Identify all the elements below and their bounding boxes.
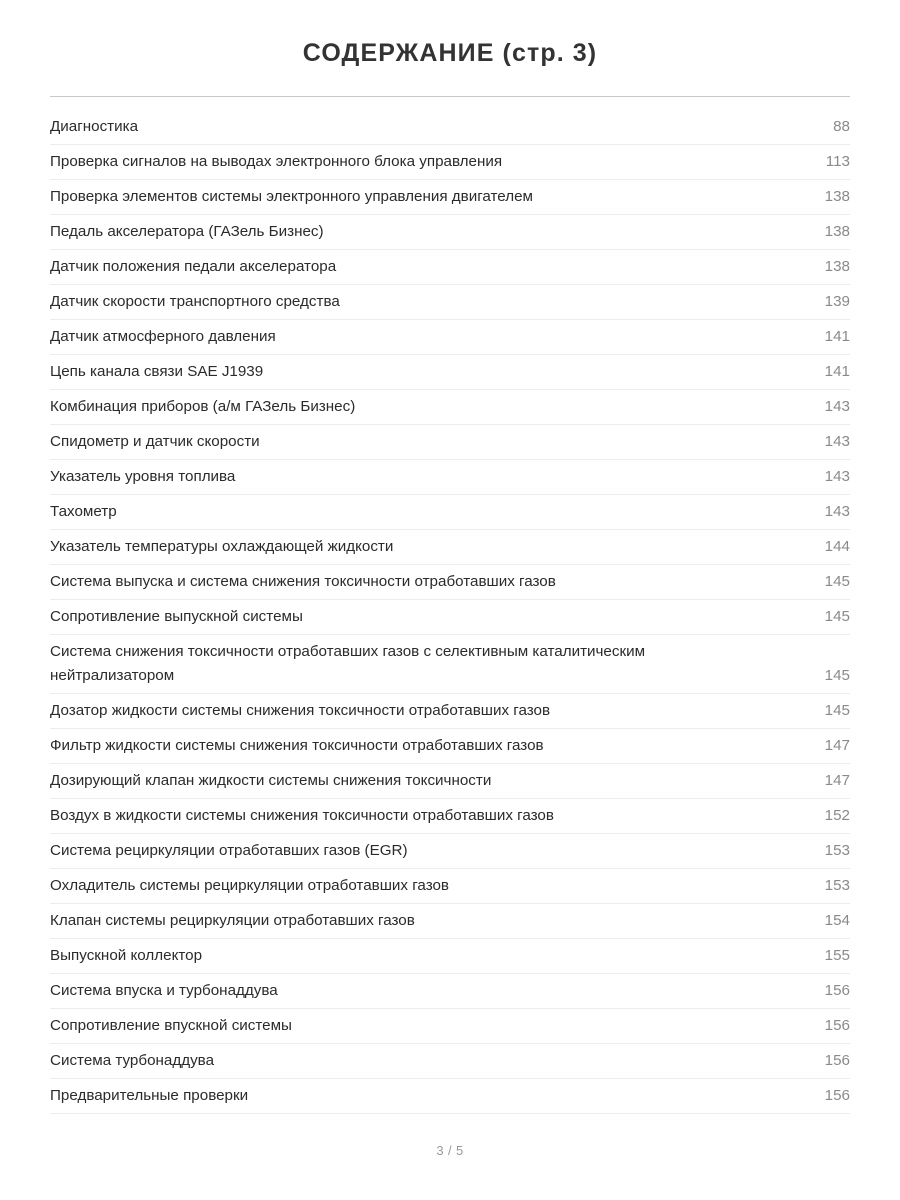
toc-entry[interactable]: [50, 1079, 850, 1114]
toc-entry[interactable]: [50, 495, 850, 530]
toc-entry[interactable]: [50, 635, 850, 694]
toc-entry[interactable]: [50, 250, 850, 285]
toc-entry-title: Комбинация приборов (а/м ГАЗель Бизнес): [50, 398, 356, 416]
toc-entry[interactable]: [50, 390, 850, 425]
toc-entry[interactable]: [50, 110, 850, 145]
toc-entry-title: Выпускной коллектор: [50, 947, 203, 965]
toc-entry-page-number: 141: [824, 363, 850, 381]
toc-entry-page-number: 143: [824, 433, 850, 451]
toc-entry-title: Указатель температуры охлаждающей жидкости: [50, 538, 394, 556]
toc-entry-page-number: 141: [824, 328, 850, 346]
toc-entry-page-number: 138: [824, 188, 850, 206]
toc-entry-page-number: 152: [824, 807, 850, 825]
toc-entry[interactable]: [50, 974, 850, 1009]
table-of-contents: [50, 97, 850, 1114]
toc-entry-page-number: 147: [824, 737, 850, 755]
toc-entry-title: Охладитель системы рециркуляции отработавших газов: [50, 877, 450, 895]
toc-entry[interactable]: [50, 460, 850, 495]
toc-entry-title: Воздух в жидкости системы снижения токсичности отработавших газов: [50, 807, 554, 825]
toc-entry[interactable]: [50, 215, 850, 250]
toc-entry-title: Система рециркуляции отработавших газов (EGR): [50, 842, 408, 860]
toc-entry[interactable]: [50, 694, 850, 729]
toc-entry-page-number: 145: [824, 667, 850, 685]
toc-entry-title: Сопротивление впускной системы: [50, 1017, 292, 1035]
toc-entry-title: Указатель уровня топлива: [50, 468, 236, 486]
toc-entry-title: Датчик положения педали акселератора: [50, 258, 337, 276]
toc-entry-title: Система турбонаддува: [50, 1052, 215, 1070]
toc-entry[interactable]: [50, 600, 850, 635]
toc-entry[interactable]: [50, 285, 850, 320]
toc-entry[interactable]: [50, 869, 850, 904]
toc-entry-page-number: 143: [824, 503, 850, 521]
toc-entry[interactable]: [50, 145, 850, 180]
toc-entry-page-number: 156: [824, 982, 850, 1000]
toc-entry-title: Фильтр жидкости системы снижения токсичности отработавших газов: [50, 737, 544, 755]
toc-entry-page-number: 156: [824, 1017, 850, 1035]
toc-entry-page-number: 145: [824, 702, 850, 720]
toc-entry[interactable]: [50, 180, 850, 215]
toc-entry-page-number: 147: [824, 772, 850, 790]
toc-entry[interactable]: [50, 320, 850, 355]
toc-entry-title: Система выпуска и система снижения токсичности отработавших газов: [50, 573, 556, 591]
toc-entry-title: Система снижения токсичности отработавших газов с селективным каталитическим нейтрализатором: [50, 643, 646, 685]
toc-entry[interactable]: [50, 834, 850, 869]
toc-entry-title: Диагностика: [50, 118, 139, 136]
toc-entry-page-number: 138: [824, 223, 850, 241]
toc-entry[interactable]: [50, 904, 850, 939]
toc-entry-title: Цепь канала связи SAE J1939: [50, 363, 264, 381]
toc-entry-page-number: 143: [824, 468, 850, 486]
toc-entry[interactable]: [50, 729, 850, 764]
page-title: СОДЕРЖАНИЕ (стр. 3): [302, 39, 598, 67]
toc-entry[interactable]: [50, 1009, 850, 1044]
toc-entry-title: Система впуска и турбонаддува: [50, 982, 278, 1000]
toc-entry-page-number: 145: [824, 608, 850, 626]
toc-entry[interactable]: [50, 355, 850, 390]
toc-entry-page-number: 156: [824, 1052, 850, 1070]
toc-entry-title: Проверка элементов системы электронного управления двигателем: [50, 188, 533, 206]
toc-entry-page-number: 139: [824, 293, 850, 311]
toc-entry-title: Дозатор жидкости системы снижения токсичности отработавших газов: [50, 702, 551, 720]
toc-entry-title: Дозирующий клапан жидкости системы снижения токсичности: [50, 772, 492, 790]
page-footer: 3 / 5: [436, 1143, 464, 1158]
toc-entry-page-number: 145: [824, 573, 850, 591]
toc-entry-title: Клапан системы рециркуляции отработавших газов: [50, 912, 415, 930]
toc-entry-page-number: 88: [833, 118, 850, 136]
toc-entry-title: Предварительные проверки: [50, 1087, 249, 1105]
toc-entry-page-number: 153: [824, 842, 850, 860]
toc-entry-title: Датчик скорости транспортного средства: [50, 293, 340, 311]
toc-entry-page-number: 143: [824, 398, 850, 416]
toc-entry[interactable]: [50, 565, 850, 600]
toc-entry-title: Сопротивление выпускной системы: [50, 608, 303, 626]
toc-entry-page-number: 154: [824, 912, 850, 930]
toc-entry-title: Проверка сигналов на выводах электронного блока управления: [50, 153, 503, 171]
toc-entry-title: Тахометр: [50, 503, 117, 521]
toc-entry-title: Педаль акселератора (ГАЗель Бизнес): [50, 223, 324, 241]
toc-entry-page-number: 138: [824, 258, 850, 276]
toc-entry[interactable]: [50, 799, 850, 834]
toc-entry[interactable]: [50, 425, 850, 460]
toc-entry[interactable]: [50, 764, 850, 799]
toc-entry-page-number: 144: [824, 538, 850, 556]
toc-entry[interactable]: [50, 1044, 850, 1079]
toc-entry-page-number: 156: [824, 1087, 850, 1105]
toc-entry[interactable]: [50, 939, 850, 974]
toc-entry[interactable]: [50, 530, 850, 565]
toc-entry-title: Датчик атмосферного давления: [50, 328, 276, 346]
toc-entry-title: Спидометр и датчик скорости: [50, 433, 260, 451]
toc-entry-page-number: 113: [825, 153, 850, 171]
toc-entry-page-number: 153: [824, 877, 850, 895]
toc-entry-page-number: 155: [824, 947, 850, 965]
